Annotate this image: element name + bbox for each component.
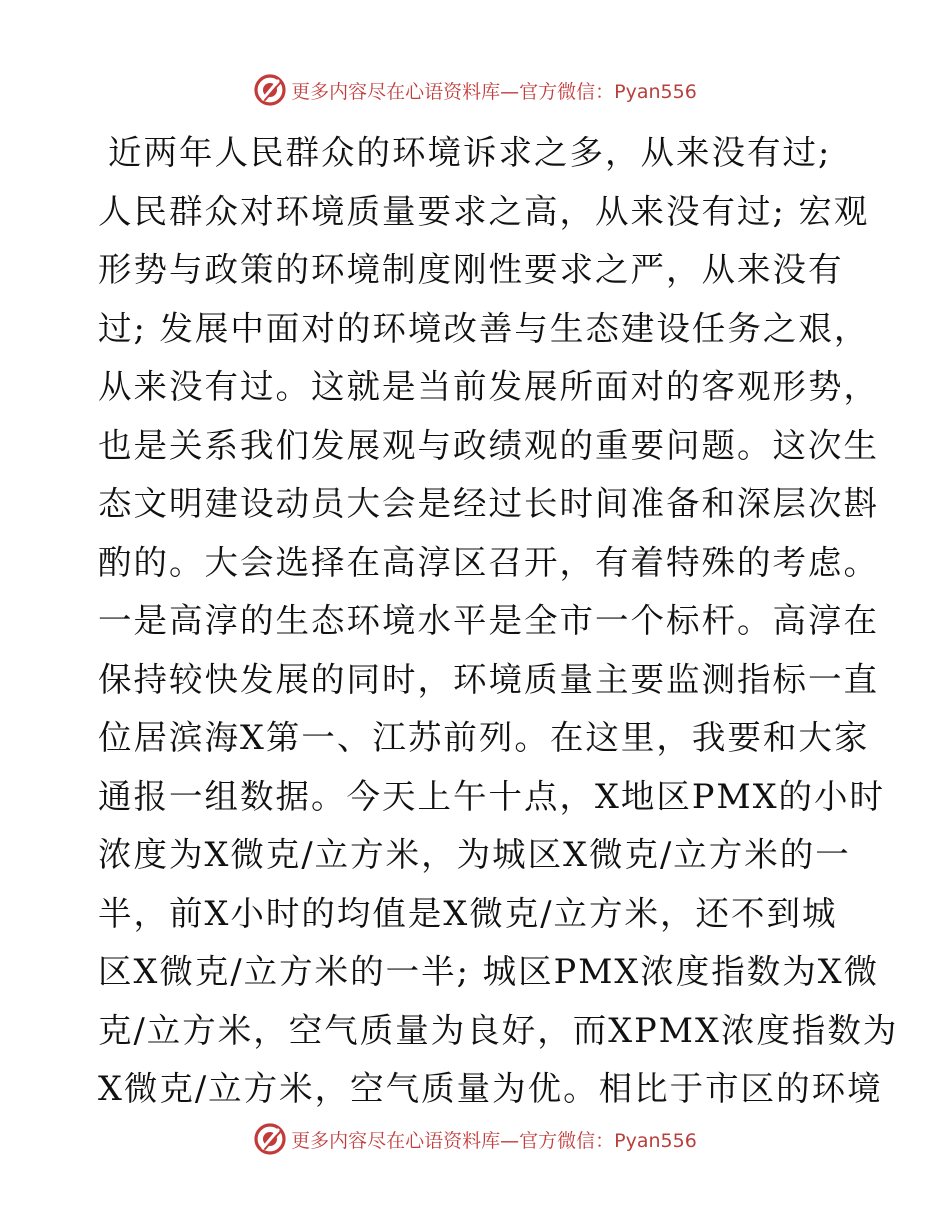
- body-line: 一是高淳的生态环境水平是全市一个标杆。高淳在: [98, 601, 879, 640]
- body-line: 半，前X小时的均值是X微克/立方米，还不到城: [98, 893, 838, 933]
- body-line: 保持较快发展的同时，环境质量主要监测指标一直: [98, 659, 879, 699]
- body-line: 过; 发展中面对的环境改善与生态建设任务之艰，: [98, 308, 870, 348]
- footer-watermark-contact: Pyan556: [614, 1129, 697, 1152]
- body-line: 形势与政策的环境制度刚性要求之严，从来没有: [98, 250, 844, 289]
- body-line: 也是关系我们发展观与政绩观的重要问题。这次生: [98, 425, 879, 465]
- header-watermark-text: 更多内容尽在心语资料库—官方微信：: [291, 80, 615, 103]
- footer-watermark-text: 更多内容尽在心语资料库—官方微信：: [291, 1129, 615, 1152]
- body-line: 通报一组数据。今天上午十点，X地区PMX的小时: [98, 776, 886, 816]
- document-body: [98, 124, 899, 1119]
- body-line: 区X微克/立方米的一半; 城区PMX浓度指数为X微: [98, 952, 880, 991]
- body-line: 从来没有过。这就是当前发展所面对的客观形势，: [98, 367, 879, 406]
- header-watermark: [0, 70, 950, 110]
- body-line: 近两年人民群众的环境诉求之多，从来没有过;: [108, 133, 832, 172]
- body-line: 浓度为X微克/立方米，为城区X微克/立方米的一: [98, 835, 851, 874]
- body-line: 人民群众对环境质量要求之高，从来没有过; 宏观: [98, 191, 870, 231]
- brand-logo-icon: [253, 1122, 287, 1156]
- brand-logo-icon: [253, 73, 287, 107]
- footer-watermark: [0, 1119, 950, 1159]
- header-watermark-contact: Pyan556: [614, 80, 697, 103]
- body-line: 态文明建设动员大会是经过长时间准备和深层次斟: [98, 484, 879, 523]
- body-line: 位居滨海X第一、江苏前列。在这里，我要和大家: [98, 718, 870, 757]
- body-line: 克/立方米，空气质量为良好，而XPMX浓度指数为: [98, 1010, 899, 1050]
- body-line: 酌的。大会选择在高淳区召开，有着特殊的考虑。: [98, 542, 879, 582]
- body-line: X微克/立方米，空气质量为优。相比于市区的环境: [98, 1069, 883, 1108]
